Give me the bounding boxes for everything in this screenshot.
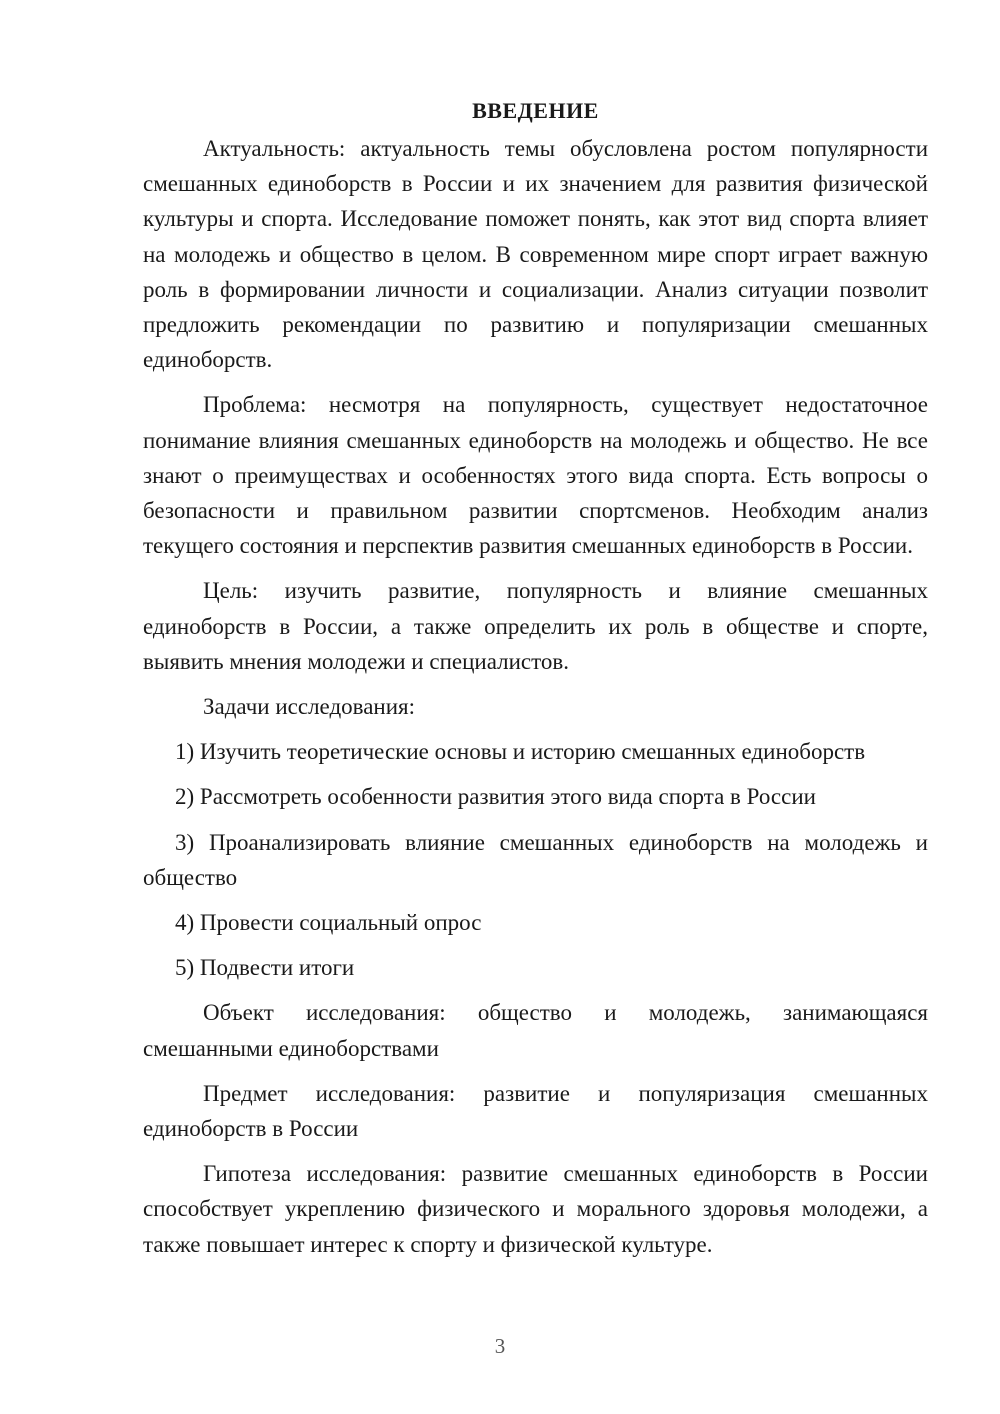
task-item: 5) Подвести итоги — [175, 955, 355, 981]
task-item: 3) Проанализировать влияние смешанных единоборств на молодежь и общество — [143, 829, 928, 890]
task-item: 1) Изучить теоретические основы и историю смешанных единоборств — [175, 739, 866, 765]
paragraph-hypothesis: Гипотеза исследования: развитие смешанных единоборств в России способствует укреплению физического и морального здоровья молодежи, а также повышает интерес к спорту и физической культуре. — [143, 1161, 928, 1257]
paragraph-object: Объект исследования: общество и молодежь, занимающаяся смешанными единоборствами — [143, 1000, 928, 1061]
tasks-heading: Задачи исследования: — [203, 694, 416, 720]
page-title: ВВЕДЕНИЕ — [472, 98, 599, 123]
paragraph-relevance: Актуальность: актуальность темы обусловлена ростом популярности смешанных единоборств в России и их значением для развития физической культуры и спорта. Исследование поможет понять, как этот вид спорта влияет на молодежь и общество в целом. В современном мире спорт играет важную роль в формировании личности и социализации. Анализ ситуации позволит предложить рекомендации по развитию и популяризации смешанных единоборств. — [143, 136, 928, 373]
paragraph-problem: Проблема: несмотря на популярность, существует недостаточное понимание влияния смешанных единоборств на молодежь и общество. Не все знают о преимуществах и особенностях этого вида спорта. Есть вопросы о безопасности и правильном развитии спортсменов. Необходим анализ текущего состояния и перспектив развития смешанных единоборств в России. — [143, 392, 928, 559]
page-content — [143, 95, 928, 1272]
paragraph-goal: Цель: изучить развитие, популярность и влияние смешанных единоборств в России, а также определить их роль в обществе и спорте, выявить мнения молодежи и специалистов. — [143, 578, 928, 674]
task-item: 2) Рассмотреть особенности развития этого вида спорта в России — [175, 784, 816, 810]
page-number: 3 — [494, 1334, 506, 1358]
task-item: 4) Провести социальный опрос — [175, 910, 482, 936]
paragraph-subject: Предмет исследования: развитие и популяризация смешанных единоборств в России — [143, 1080, 928, 1142]
